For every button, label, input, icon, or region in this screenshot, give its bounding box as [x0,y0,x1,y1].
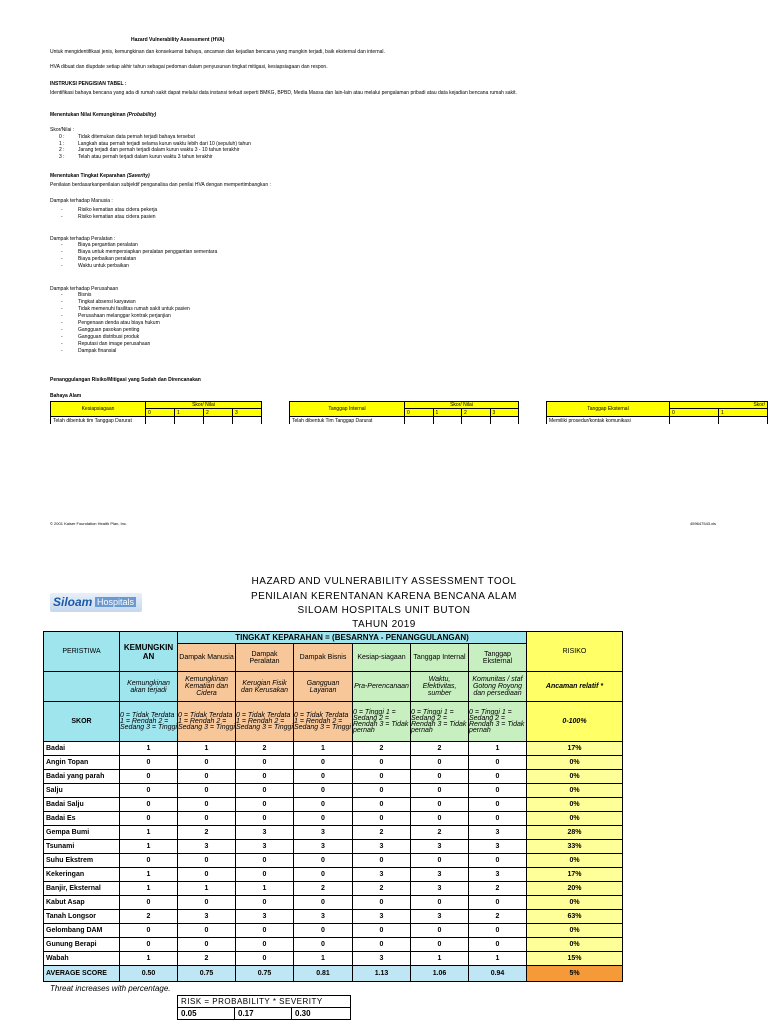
cell-risiko: 63% [527,910,623,924]
cell-kemungkinan: 1 [120,952,178,966]
cell-kesiapsiagaan: 2 [353,882,411,896]
cell-tanggap-internal: 0 [411,798,469,812]
cell-dampak-bisnis: 0 [294,868,353,882]
cell-tanggap-internal: 0 [411,854,469,868]
peristiwa-name: Kekeringan [44,868,120,882]
col-1: 1 [433,409,462,417]
avg-tanggap-eksternal: 0.94 [469,966,527,982]
cell-kesiapsiagaan: 0 [353,896,411,910]
dampak-manusia-title: Dampak terhadap Manusia : [50,198,113,204]
mitigasi-title: Penanggulangan Risiko/Mitigasi yang Sudah dan Direncanakan [50,377,201,383]
table-row [44,910,623,924]
sub-dampak-peralatan: Dampak Peralatan [236,644,294,672]
cell-dampak-manusia: 0 [178,896,236,910]
skor-number: 2 : [59,147,65,153]
dampak-perusahaan-title: Dampak terhadap Perusahaan [50,286,119,292]
skor-number: 1 : [59,140,65,147]
table-row [44,756,623,770]
bullet-item: Pengenaan denda atau biaya hukum [78,320,160,326]
cell-dampak-peralatan: 0 [236,938,294,952]
peristiwa-name: Angin Topan [44,756,120,770]
severity-title: Menentukan Tingkat Keparahan (Saverity) [50,173,150,179]
cell-dampak-manusia: 3 [178,910,236,924]
cell-kemungkinan: 1 [120,868,178,882]
kesiapsiagaan-table [50,401,262,424]
sub-dampak-manusia: Dampak Manusia [178,644,236,672]
skor-kesiapsiagaan: 0 = Tinggi 1 = Sedang 2 = Rendah 3 = Tidak pernah [353,702,411,742]
probability-title: Menentukan Nilai Kemungkinan (Probability) [50,112,157,118]
cell-risiko: 0% [527,896,623,910]
cell-dampak-manusia: 1 [178,742,236,756]
cell-tanggap-internal: 3 [411,882,469,896]
table-row [44,826,623,840]
avg-dampak-bisnis: 0.81 [294,966,353,982]
risk-formula: RISK = PROBABILITY * SEVERITY [178,996,351,1008]
cell-kesiapsiagaan: 0 [353,798,411,812]
cell-risiko: 0% [527,924,623,938]
col-2: 2 [462,409,491,417]
cell-dampak-peralatan: 0 [236,854,294,868]
cell-dampak-bisnis: 0 [294,798,353,812]
cell-risiko: 0% [527,854,623,868]
cell-dampak-bisnis: 0 [294,784,353,798]
cell-kemungkinan: 0 [120,896,178,910]
hazard-rows [44,742,623,966]
bullet-item: Waktu untuk perbaikan [78,263,129,269]
peristiwa-name: Banjir, Eksternal [44,882,120,896]
skor-dampak-bisnis: 0 = Tidak Terdata 1 = Rendah 2 = Sedang 3 = Tinggi [294,702,353,742]
tanggap-internal-header: Tanggap Internal [290,402,405,417]
tanggap-eksternal-table [546,401,768,424]
footer-filename: 459647543.xls [690,521,717,526]
cell-kesiapsiagaan: 3 [353,910,411,924]
cell-dampak-bisnis: 0 [294,770,353,784]
cell-kesiapsiagaan: 0 [353,938,411,952]
skor-number: 0 : [59,134,65,140]
cell-kemungkinan: 0 [120,938,178,952]
desc-dampak-peralatan: Kerugian Fisik dan Kerusakan [236,672,294,702]
peristiwa-name: Badai yang parah [44,770,120,784]
cell-risiko: 0% [527,756,623,770]
peristiwa-name: Gelombang DAM [44,924,120,938]
cell-tanggap-internal: 3 [411,910,469,924]
formula-val-2: 0.17 [235,1008,292,1020]
cell-tanggap-eksternal: 3 [469,840,527,854]
cell-dampak-bisnis: 3 [294,840,353,854]
cell-dampak-manusia: 2 [178,826,236,840]
cell-tanggap-eksternal: 1 [469,952,527,966]
desc-risiko: Ancaman relatif * [527,672,623,702]
hva-intro-1: Untuk mengidentifikasi jenis, kemungkinan dan konsekuensi bahaya, ancaman dan kejadian bencana yang mungkin terjadi, baik eksternal dan internal. [50,49,385,55]
cell-dampak-manusia: 2 [178,952,236,966]
col-1: 1 [718,409,767,417]
cell-tanggap-eksternal: 0 [469,854,527,868]
cell-tanggap-eksternal: 0 [469,812,527,826]
instruction-title: INSTRUKSI PENGISIAN TABEL : [50,81,127,87]
bullet-dash: - [61,207,63,213]
cell-tanggap-eksternal: 3 [469,868,527,882]
bullet-dash: - [61,214,63,220]
avg-dampak-manusia: 0.75 [178,966,236,982]
logo-brand: Siloam [53,595,93,609]
cell-dampak-bisnis: 0 [294,896,353,910]
skor-dampak-peralatan: 0 = Tidak Terdata 1 = Rendah 2 = Sedang 3 = Tinggi [236,702,294,742]
hva-main-table [43,631,623,982]
peristiwa-name: Tsunami [44,840,120,854]
row-text: Memiliki prosedur/kontak komunikasi [547,417,670,425]
desc-tanggap-internal: Waktu, Efektivitas, sumber [411,672,469,702]
cell-tanggap-internal: 0 [411,770,469,784]
table-row [44,812,623,826]
cell-dampak-peralatan: 0 [236,812,294,826]
bullet-item: Biaya untuk mempersiapkan peralatan penggantian sementara [78,249,218,255]
tanggap-eksternal-header: Tanggap Eksternal [547,402,670,417]
cell-kesiapsiagaan: 0 [353,756,411,770]
cell-risiko: 15% [527,952,623,966]
hva-intro-2: HVA dibuat dan diupdate setiap akhir tahun sebagai pedoman dalam penyusunan tingkat mitigasi, kesiapsiagaan dan respon. [50,64,328,70]
bullet-dash: - [61,334,63,340]
peristiwa-name: Salju [44,784,120,798]
cell-dampak-peralatan: 3 [236,826,294,840]
bahaya-alam-title: Bahaya Alam [50,393,82,399]
peristiwa-name: Badai [44,742,120,756]
cell-tanggap-eksternal: 0 [469,798,527,812]
table-row [44,882,623,896]
cell-risiko: 0% [527,784,623,798]
footer-copyright: © 2001 Kaiser Foundation Health Plan, Inc. [50,521,127,526]
bullet-item: Gangguan pasokan penting [78,327,140,333]
peristiwa-name: Suhu Ekstrem [44,854,120,868]
cell-dampak-peralatan: 0 [236,868,294,882]
cell-risiko: 0% [527,770,623,784]
cell-tanggap-internal: 0 [411,896,469,910]
cell-dampak-manusia: 0 [178,756,236,770]
skor-dampak-manusia: 0 = Tidak Terdata 1 = Rendah 2 = Sedang 3 = Tinggi [178,702,236,742]
cell-kemungkinan: 0 [120,798,178,812]
bullet-item: Reputasi dan image perusahaan [78,341,151,347]
sub-tanggap-internal: Tanggap Internal [411,644,469,672]
col-kemungkinan-header: KEMUNGKIN AN [120,632,178,672]
cell-dampak-peralatan: 0 [236,756,294,770]
skor-label: Skor/Nilai : [50,127,75,133]
cell-kemungkinan: 0 [120,784,178,798]
skor-risiko: 0-100% [527,702,623,742]
hva-title: Hazard Vulnerability Assessment (HVA) [131,37,225,43]
cell-dampak-peralatan: 0 [236,924,294,938]
cell-tanggap-internal: 0 [411,924,469,938]
cell-risiko: 0% [527,798,623,812]
desc-dampak-bisnis: Gangguan Layanan [294,672,353,702]
bullet-item: Bisnis [78,292,92,298]
kesiapsiagaan-header: Kesiapsiagaan [51,402,146,417]
bullet-item: Tidak memenuhi fasilitas rumah sakit untuk pasien [78,306,190,312]
skor-kemungkinan: 0 = Tidak Terdata 1 = Rendah 2 = Sedang 3 = Tinggi [120,702,178,742]
table-row [44,770,623,784]
cell-dampak-manusia: 0 [178,812,236,826]
cell-risiko: 0% [527,812,623,826]
cell-risiko: 28% [527,826,623,840]
cell-tanggap-internal: 0 [411,938,469,952]
bullet-item: Risiko kematian atau cidera pekerja [78,207,158,213]
skor-text: Telah atau pernah terjadi dalam kurun waktu 3 tahun terakhir [78,153,213,160]
table-row [44,798,623,812]
skor-nilai-header: Skor/ [670,402,768,409]
row-text: Telah dibentuk tim Tanggap Darurat [51,417,146,425]
cell-risiko: 20% [527,882,623,896]
table-row [44,924,623,938]
bullet-item: Perusahaan melanggar kontrak perjanjian [78,313,171,319]
bullet-dash: - [61,327,63,333]
peristiwa-name: Badai Es [44,812,120,826]
instruction-text: Identifikasi bahaya bencana yang ada di rumah sakit dapat melalui data instansi terkait seperti BMKG, BPBD, Media Massa dan lain-lain atau melalui pengalaman pribadi atau data kejadian bencana rumah sakit. [50,90,517,96]
cell-dampak-peralatan: 0 [236,952,294,966]
col-0: 0 [146,409,175,417]
cell-kemungkinan: 0 [120,812,178,826]
table-row [44,854,623,868]
cell-dampak-manusia: 3 [178,840,236,854]
cell-dampak-peralatan: 0 [236,896,294,910]
bullet-dash: - [61,320,63,326]
cell-kesiapsiagaan: 3 [353,868,411,882]
cell-tanggap-eksternal: 0 [469,938,527,952]
bullet-item: Tingkat absensi karyawan [78,299,136,305]
cell-kesiapsiagaan: 0 [353,784,411,798]
col-0: 0 [670,409,719,417]
cell-kemungkinan: 1 [120,882,178,896]
cell-kesiapsiagaan: 0 [353,812,411,826]
cell-dampak-manusia: 0 [178,770,236,784]
skor-text: Jarang terjadi dan pernah terjadi dalam kurun waktu 3 - 10 tahun terakhir [78,147,240,153]
cell-dampak-bisnis: 0 [294,924,353,938]
cell-risiko: 33% [527,840,623,854]
cell-tanggap-internal: 0 [411,812,469,826]
skor-tanggap-internal: 0 = Tinggi 1 = Sedang 2 = Rendah 3 = Tidak pernah [411,702,469,742]
cell-risiko: 0% [527,938,623,952]
bullet-dash: - [61,306,63,312]
cell-risiko: 17% [527,868,623,882]
col-2: 2 [204,409,233,417]
cell-dampak-manusia: 0 [178,938,236,952]
bullet-dash: - [61,292,63,298]
sub-dampak-bisnis: Dampak Bisnis [294,644,353,672]
bullet-item: Gangguan distribusi produk [78,334,140,340]
cell-dampak-bisnis: 0 [294,938,353,952]
cell-dampak-manusia: 0 [178,854,236,868]
cell-dampak-peralatan: 2 [236,742,294,756]
cell-kemungkinan: 0 [120,924,178,938]
cell-dampak-bisnis: 0 [294,812,353,826]
cell-tanggap-internal: 2 [411,742,469,756]
skor-tanggap-eksternal: 0 = Tinggi 1 = Sedang 2 = Rendah 3 = Tidak pernah [469,702,527,742]
cell-dampak-peralatan: 0 [236,784,294,798]
cell-kemungkinan: 1 [120,840,178,854]
skor-nilai-header: Skor/ Nilai [405,402,519,409]
cell-kesiapsiagaan: 0 [353,770,411,784]
cell-tanggap-internal: 1 [411,952,469,966]
skor-number: 3 : [59,153,65,160]
desc-kemungkinan: Kemungkinan akan terjadi [120,672,178,702]
cell-dampak-peralatan: 0 [236,798,294,812]
severity-text: Penilaian berdasarkanpenilaian subjektif penganalisa dan penilai HVA dengan mempertimbangkan : [50,182,271,188]
cell-tanggap-eksternal: 0 [469,770,527,784]
peristiwa-name: Gunung Berapi [44,938,120,952]
bullet-dash: - [61,313,63,319]
cell-dampak-bisnis: 1 [294,742,353,756]
desc-tanggap-eksternal: Komunitas / staf Gotong Royong dan persediaan [469,672,527,702]
col-3: 3 [233,409,262,417]
tool-title-1: HAZARD AND VULNERABILITY ASSESSMENT TOOL [251,576,517,587]
bullet-item: Biaya pergantian peralatan [78,242,138,248]
cell-tanggap-internal: 0 [411,784,469,798]
table-row [44,868,623,882]
col-3: 3 [490,409,519,417]
cell-tanggap-eksternal: 2 [469,882,527,896]
cell-tanggap-eksternal: 0 [469,924,527,938]
tool-title-3: SILOAM HOSPITALS UNIT BUTON [297,605,471,616]
cell-dampak-peralatan: 3 [236,840,294,854]
cell-dampak-peralatan: 0 [236,770,294,784]
col-keparahan-header: TINGKAT KEPARAHAN = (BESARNYA - PENANGGULANGAN) [178,632,527,644]
cell-tanggap-eksternal: 1 [469,742,527,756]
cell-dampak-manusia: 1 [178,882,236,896]
cell-kesiapsiagaan: 3 [353,840,411,854]
cell-kemungkinan: 1 [120,826,178,840]
logo-sub: Hospitals [97,597,135,607]
cell-dampak-manusia: 0 [178,798,236,812]
bullet-dash: - [61,256,63,262]
formula-val-3: 0.30 [292,1008,351,1020]
bullet-dash: - [61,263,63,269]
avg-dampak-peralatan: 0.75 [236,966,294,982]
bullet-dash: - [61,341,63,347]
cell-risiko: 17% [527,742,623,756]
cell-tanggap-eksternal: 0 [469,784,527,798]
cell-tanggap-eksternal: 3 [469,826,527,840]
table-row [44,952,623,966]
cell-tanggap-internal: 0 [411,756,469,770]
row-text: Telah dibentuk Tim Tanggap Darurat [290,417,405,425]
cell-dampak-peralatan: 1 [236,882,294,896]
cell-tanggap-internal: 2 [411,826,469,840]
cell-kesiapsiagaan: 3 [353,952,411,966]
cell-dampak-bisnis: 3 [294,826,353,840]
col-1: 1 [175,409,204,417]
cell-tanggap-eksternal: 2 [469,910,527,924]
peristiwa-name: Gempa Bumi [44,826,120,840]
col-risiko-header: RISIKO [527,632,623,672]
bullet-item: Dampak finansial [78,348,117,354]
table-row [44,840,623,854]
cell-tanggap-internal: 3 [411,840,469,854]
cell-kemungkinan: 0 [120,854,178,868]
col-0: 0 [405,409,434,417]
col-peristiwa-header: PERISTIWA [44,632,120,672]
table-row [44,896,623,910]
avg-risiko: 5% [527,966,623,982]
formula-val-1: 0.05 [178,1008,235,1020]
bullet-dash: - [61,249,63,255]
cell-kesiapsiagaan: 0 [353,924,411,938]
bullet-dash: - [61,242,63,248]
table-row [44,784,623,798]
cell-tanggap-eksternal: 0 [469,896,527,910]
peristiwa-name: Badai Salju [44,798,120,812]
cell-dampak-bisnis: 3 [294,910,353,924]
cell-tanggap-eksternal: 0 [469,756,527,770]
skor-text: Langkah atau pernah terjadi selama kurun waktu lebih dari 10 (sepuluh) tahun [78,140,251,147]
cell-kesiapsiagaan: 2 [353,742,411,756]
avg-tanggap-internal: 1.06 [411,966,469,982]
avg-kesiapsiagaan: 1.13 [353,966,411,982]
cell-dampak-bisnis: 2 [294,882,353,896]
peristiwa-name: Tanah Longsor [44,910,120,924]
cell-dampak-manusia: 0 [178,924,236,938]
cell-dampak-bisnis: 0 [294,756,353,770]
bullet-item: Biaya perbaikan peralatan [78,256,137,262]
cell-kemungkinan: 0 [120,756,178,770]
table-row [44,938,623,952]
average-label: AVERAGE SCORE [44,966,120,982]
cell-kemungkinan: 2 [120,910,178,924]
cell-tanggap-internal: 3 [411,868,469,882]
avg-kemungkinan: 0.50 [120,966,178,982]
cell-dampak-peralatan: 3 [236,910,294,924]
cell-dampak-bisnis: 0 [294,854,353,868]
risk-formula-table [177,995,351,1020]
sub-kesiapsiagaan: Kesiap-siagaan [353,644,411,672]
skor-label-cell: SKOR [44,702,120,742]
cell-dampak-bisnis: 1 [294,952,353,966]
cell-kesiapsiagaan: 0 [353,854,411,868]
table-row [44,742,623,756]
skor-text: Tidak ditemukan data pernah terjadi bahaya tersebut [78,134,195,140]
threat-note: Threat increases with percentage. [50,984,171,993]
bullet-dash: - [61,348,63,354]
tool-title-2: PENILAIAN KERENTANAN KARENA BENCANA ALAM [250,591,517,602]
tool-title-4: TAHUN 2019 [352,619,416,630]
cell-kesiapsiagaan: 2 [353,826,411,840]
cell-dampak-manusia: 0 [178,868,236,882]
desc-kesiapsiagaan: Pra-Perencanaan [353,672,411,702]
cell-kemungkinan: 1 [120,742,178,756]
bullet-item: Risiko kematian atau cidera pasien [78,214,156,220]
bullet-dash: - [61,299,63,305]
tanggap-internal-table [289,401,519,424]
dampak-peralatan-title: Dampak terhadap Peralatan : [50,236,116,242]
desc-dampak-manusia: Kemungkinan Kematian dan Cidera [178,672,236,702]
peristiwa-name: Wabah [44,952,120,966]
peristiwa-name: Kabut Asap [44,896,120,910]
cell-dampak-manusia: 0 [178,784,236,798]
skor-nilai-header: Skor/ Nilai [146,402,262,409]
sub-tanggap-eksternal: Tanggap Eksternal [469,644,527,672]
cell-kemungkinan: 0 [120,770,178,784]
